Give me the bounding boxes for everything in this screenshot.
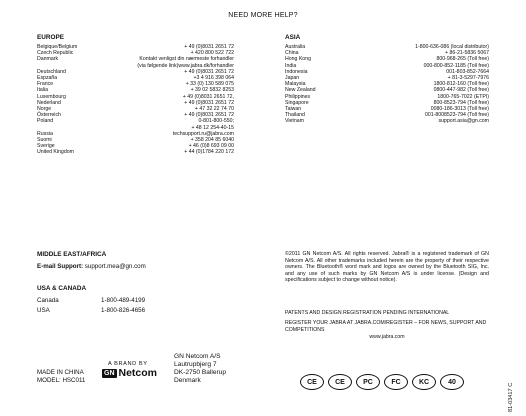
asia-contact-list <box>285 44 489 125</box>
contact-value: techsupport.ru@jabra.com <box>172 130 234 137</box>
contact-value: + 49 (0)8031 2651 72 <box>184 99 234 106</box>
email-support-link[interactable]: support.mea@gn.com <box>84 263 146 270</box>
contact-value: + 49 (0)8031 2651 72, <box>182 93 234 100</box>
contact-value: 0080-186-3013 (Toll free) <box>430 106 489 113</box>
gn-logo-icon: GN <box>104 369 115 377</box>
asia-section <box>285 34 489 125</box>
country-name: Malaysia <box>285 81 306 88</box>
contact-value: 001-803-852-7664 <box>446 68 489 75</box>
phone-number: 1-800-826-4656 <box>101 306 146 314</box>
country-name: Vietnam <box>285 118 304 125</box>
contact-value: + 46 (0)8 693 09 00 <box>188 143 234 150</box>
netcom-text: Netcom <box>118 367 158 379</box>
certification-marks <box>300 374 464 390</box>
contact-value: 0-801-800-550; + 48 12 254-40-15 <box>191 118 234 131</box>
country-name: Russia <box>37 130 53 137</box>
country-name: Sverige <box>37 143 55 150</box>
contact-value: 000-800-852-1185 (Toll free) <box>423 62 489 69</box>
country-name: Czech Republic <box>37 50 74 57</box>
country-name: United Kingdom <box>37 149 74 156</box>
contact-row <box>285 118 489 124</box>
middle-east-email-line <box>37 263 237 270</box>
middle-east-section <box>37 251 237 270</box>
gn-netcom-logo <box>102 361 157 379</box>
certification-mark-icon: CE <box>328 374 352 390</box>
model-text: MODEL: HSC011 <box>37 376 86 384</box>
middle-east-heading: MIDDLE EAST/AFRICA <box>37 251 107 258</box>
contact-value: + 33 (0) 130 589 075 <box>185 81 234 88</box>
contact-value: + 49 (0)8031 2651 72 <box>184 44 234 50</box>
usa-canada-section <box>37 285 237 315</box>
country-name: Belgique/Belgium <box>37 44 78 50</box>
europe-heading: EUROPE <box>37 34 64 41</box>
certification-mark-icon: CE <box>300 374 324 390</box>
asia-heading: ASIA <box>285 34 301 41</box>
contact-value: + 420 800 522 722 <box>190 50 234 57</box>
country-name: Danmark <box>37 56 59 63</box>
country-name: Canada <box>37 297 59 304</box>
country-name: Taiwan <box>285 106 302 113</box>
europe-contact-list <box>37 44 234 156</box>
country-name: Luxembourg <box>37 93 66 100</box>
country-name: USA <box>37 306 50 314</box>
country-name: China <box>285 50 299 57</box>
contact-row <box>37 118 234 130</box>
license-text: ©2011 GN Netcom A/S. All rights reserved. Jabra® is a registered trademark of GN Netcom A/S. All other trademarks included herein are the property of their respective owners. The Bluetooth® word mark and logos are owned by the Bluetooth SIG, Inc. and any use of such marks by GN Netcom A/S is under license. (Design and specifications subject to change without notice). <box>285 251 489 284</box>
contact-value: 1800-812-160 (Toll free) <box>433 81 489 88</box>
country-name: Philippines <box>285 93 311 100</box>
contact-value: 800-968-265 (Toll free) <box>436 56 489 63</box>
contact-value: 0800-447-982 (Toll free) <box>433 87 489 94</box>
patents-line: PATENTS AND DESIGN REGISTRATION PENDING INTERNATIONAL <box>285 310 450 316</box>
contact-value: + 49 (0)8031 2651 72 <box>184 112 234 119</box>
country-name: France <box>37 81 54 88</box>
country-name: Japan <box>285 75 300 82</box>
phone-number: 1-800-489-4199 <box>101 297 146 304</box>
made-in-block <box>37 369 85 384</box>
country-name: Suomi <box>37 137 52 144</box>
country-name: Poland <box>37 118 54 125</box>
contact-value: +3 4 916 398 064 <box>193 75 234 82</box>
country-name: Deutschland <box>37 68 66 75</box>
country-name: Italia <box>37 87 48 94</box>
contact-value: + 49 (0)8031 2651 72 <box>184 68 234 75</box>
contact-value: 001-8008523-794 (Toll free) <box>424 112 489 119</box>
contact-value: + 44 (0)1784 220 172 <box>184 149 234 156</box>
country-name: Nederland <box>37 99 61 106</box>
page-title: NEED MORE HELP? <box>228 12 298 19</box>
country-name: Australia <box>285 44 306 50</box>
country-name: Singapore <box>285 99 309 106</box>
usa-canada-contact-list <box>37 296 237 315</box>
address-line: DK-2750 Ballerup <box>174 369 227 376</box>
document-code: 81-03417 C <box>508 382 514 412</box>
contact-value: + 47 32 22 74 70 <box>194 106 234 113</box>
contact-value: 1800-765-7022 (ETPI) <box>437 93 489 100</box>
address-line: Lautrupbjerg 7 <box>174 361 217 368</box>
contact-value: + 81-3-5297-7976 <box>447 75 489 82</box>
company-address <box>174 353 226 385</box>
europe-section <box>37 34 234 156</box>
brand-by-text: A BRAND BY <box>108 361 148 367</box>
email-support-label: E-mail Support: <box>37 263 84 270</box>
country-name: Norge <box>37 106 52 113</box>
patents-block <box>285 310 489 341</box>
country-name: Espzaña <box>37 75 58 82</box>
jabra-url-link[interactable]: www.jabra.com <box>369 334 405 341</box>
contact-value: 1-800-636-086 (local distributor) <box>415 44 489 50</box>
address-line: GN Netcom A/S <box>174 353 221 360</box>
contact-value: 800-8523-794 (Toll free) <box>433 99 489 106</box>
country-name: New Zealand <box>285 87 316 94</box>
contact-value: Kontakt venligst din nærmeste forhandler (via følgende link)www.jabra.dk/forhandler <box>137 56 234 69</box>
country-name: India <box>285 62 297 69</box>
contact-row <box>37 306 237 316</box>
contact-row <box>37 149 234 155</box>
contact-row <box>37 296 237 306</box>
certification-mark-icon: 40 <box>440 374 464 390</box>
country-name: Hong Kong <box>285 56 311 63</box>
netcom-wordmark <box>102 367 157 379</box>
contact-value: support.asia@gn.com <box>438 118 489 125</box>
certification-mark-icon: FC <box>384 374 408 390</box>
usa-canada-heading: USA & CANADA <box>37 285 87 292</box>
contact-value: + 39 02 5832 8253 <box>190 87 234 94</box>
certification-mark-icon: PC <box>356 374 380 390</box>
country-name: Indonesia <box>285 68 308 75</box>
register-line: REGISTER YOUR JABRA AT JABRA.COM/REGISTER – FOR NEWS, SUPPORT AND COMPETITIONS <box>285 319 487 333</box>
contact-value: + 358 204 85 6040 <box>190 137 234 144</box>
country-name: Österreich <box>37 112 61 119</box>
contact-row <box>37 56 234 68</box>
certification-mark-icon: KC <box>412 374 436 390</box>
contact-value: + 86-21-5836 5067 <box>445 50 489 57</box>
country-name: Thailand <box>285 112 305 119</box>
made-in-text: MADE IN CHINA <box>37 369 84 376</box>
address-line: Denmark <box>174 377 201 384</box>
